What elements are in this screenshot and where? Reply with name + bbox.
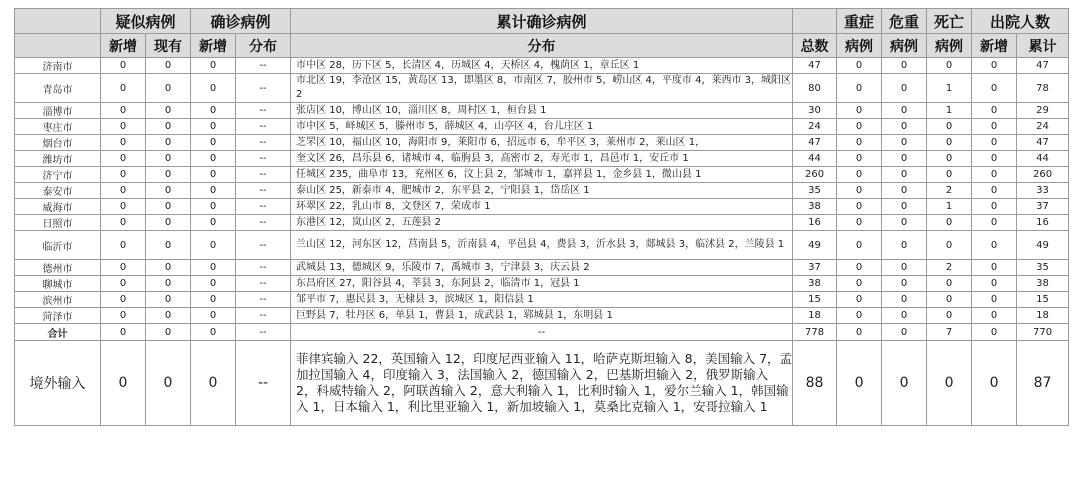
death-cell: 0	[927, 308, 972, 324]
city-cell: 合计	[15, 324, 101, 341]
death-cell: 2	[927, 183, 972, 199]
severe-cell: 0	[837, 292, 882, 308]
death-cell: 0	[927, 276, 972, 292]
subheader-total: 总数	[793, 34, 837, 58]
discharged-new-cell: 0	[972, 341, 1017, 426]
suspected-current-cell: 0	[146, 74, 191, 103]
table-row	[15, 308, 1069, 324]
header-death: 死亡	[927, 9, 972, 34]
subheader-critical-cases: 病例	[882, 34, 927, 58]
death-cell: 0	[927, 167, 972, 183]
severe-cell: 0	[837, 74, 882, 103]
critical-cell: 0	[882, 292, 927, 308]
discharged-new-cell: 0	[972, 151, 1017, 167]
discharged-total-cell: 33	[1017, 183, 1069, 199]
distribution-cell: 芝罘区 10，福山区 10，海阳市 9，莱阳市 6，招远市 6，牟平区 3，莱州市 2，莱山区 1，	[291, 135, 793, 151]
confirmed-distribution-cell: --	[236, 199, 291, 215]
confirmed-new-cell: 0	[191, 58, 236, 74]
city-cell: 日照市	[15, 215, 101, 231]
discharged-new-cell: 0	[972, 135, 1017, 151]
severe-cell: 0	[837, 167, 882, 183]
death-cell: 1	[927, 199, 972, 215]
table-row	[15, 135, 1069, 151]
discharged-total-cell: 16	[1017, 215, 1069, 231]
discharged-new-cell: 0	[972, 276, 1017, 292]
discharged-total-cell: 260	[1017, 167, 1069, 183]
suspected-current-cell: 0	[146, 183, 191, 199]
discharged-new-cell: 0	[972, 231, 1017, 260]
discharged-new-cell: 0	[972, 167, 1017, 183]
discharged-total-cell: 15	[1017, 292, 1069, 308]
confirmed-new-cell: 0	[191, 341, 236, 426]
confirmed-distribution-cell: --	[236, 324, 291, 341]
critical-cell: 0	[882, 167, 927, 183]
severe-cell: 0	[837, 260, 882, 276]
subheader-suspected-current: 现有	[146, 34, 191, 58]
total-cell: 47	[793, 135, 837, 151]
table-row	[15, 276, 1069, 292]
discharged-new-cell: 0	[972, 260, 1017, 276]
suspected-new-cell: 0	[101, 292, 146, 308]
confirmed-new-cell: 0	[191, 135, 236, 151]
distribution-cell: 任城区 235，曲阜市 13，兖州区 6，汶上县 2，邹城市 1，嘉祥县 1，金乡县 1，微山县 1	[291, 167, 793, 183]
city-cell: 淄博市	[15, 103, 101, 119]
table-row	[15, 103, 1069, 119]
critical-cell: 0	[882, 58, 927, 74]
total-cell: 30	[793, 103, 837, 119]
severe-cell: 0	[837, 183, 882, 199]
critical-cell: 0	[882, 74, 927, 103]
confirmed-distribution-cell: --	[236, 167, 291, 183]
city-cell: 德州市	[15, 260, 101, 276]
discharged-total-cell: 47	[1017, 58, 1069, 74]
suspected-new-cell: 0	[101, 199, 146, 215]
confirmed-new-cell: 0	[191, 231, 236, 260]
death-cell: 1	[927, 103, 972, 119]
confirmed-distribution-cell: --	[236, 74, 291, 103]
critical-cell: 0	[882, 199, 927, 215]
discharged-new-cell: 0	[972, 119, 1017, 135]
suspected-new-cell: 0	[101, 341, 146, 426]
confirmed-new-cell: 0	[191, 167, 236, 183]
subheader-death-cases: 病例	[927, 34, 972, 58]
suspected-new-cell: 0	[101, 74, 146, 103]
confirmed-distribution-cell: --	[236, 135, 291, 151]
distribution-cell: 市北区 19，李沧区 15，黄岛区 13，即墨区 8，市南区 7，胶州市 5，崂山区 4，平度市 4，莱西市 3，城阳区 2	[291, 74, 793, 103]
city-cell: 泰安市	[15, 183, 101, 199]
confirmed-new-cell: 0	[191, 324, 236, 341]
header-severe: 重症	[837, 9, 882, 34]
critical-cell: 0	[882, 231, 927, 260]
city-cell: 临沂市	[15, 231, 101, 260]
critical-cell: 0	[882, 324, 927, 341]
table-row	[15, 292, 1069, 308]
distribution-cell: 邹平市 7，惠民县 3，无棣县 3，滨城区 1，阳信县 1	[291, 292, 793, 308]
critical-cell: 0	[882, 215, 927, 231]
suspected-new-cell: 0	[101, 308, 146, 324]
confirmed-distribution-cell: --	[236, 151, 291, 167]
total-cell: 260	[793, 167, 837, 183]
severe-cell: 0	[837, 276, 882, 292]
discharged-total-cell: 18	[1017, 308, 1069, 324]
confirmed-new-cell: 0	[191, 292, 236, 308]
suspected-current-cell: 0	[146, 260, 191, 276]
subheader-confirmed-distribution: 分布	[236, 34, 291, 58]
suspected-new-cell: 0	[101, 276, 146, 292]
confirmed-new-cell: 0	[191, 74, 236, 103]
city-cell: 潍坊市	[15, 151, 101, 167]
table-row	[15, 74, 1069, 103]
total-cell: 24	[793, 119, 837, 135]
critical-cell: 0	[882, 183, 927, 199]
suspected-new-cell: 0	[101, 167, 146, 183]
table-row	[15, 231, 1069, 260]
confirmed-distribution-cell: --	[236, 119, 291, 135]
header-suspected: 疑似病例	[101, 9, 191, 34]
critical-cell: 0	[882, 103, 927, 119]
subheader-discharged-new: 新增	[972, 34, 1017, 58]
discharged-new-cell: 0	[972, 199, 1017, 215]
death-cell: 0	[927, 119, 972, 135]
header-confirmed: 确诊病例	[191, 9, 291, 34]
confirmed-new-cell: 0	[191, 260, 236, 276]
critical-cell: 0	[882, 119, 927, 135]
suspected-current-cell: 0	[146, 135, 191, 151]
suspected-current-cell: 0	[146, 151, 191, 167]
discharged-new-cell: 0	[972, 308, 1017, 324]
suspected-current-cell: 0	[146, 276, 191, 292]
total-cell: 35	[793, 183, 837, 199]
confirmed-distribution-cell: --	[236, 260, 291, 276]
suspected-current-cell: 0	[146, 292, 191, 308]
critical-cell: 0	[882, 135, 927, 151]
total-cell: 44	[793, 151, 837, 167]
confirmed-new-cell: 0	[191, 119, 236, 135]
discharged-total-cell: 35	[1017, 260, 1069, 276]
critical-cell: 0	[882, 308, 927, 324]
suspected-current-cell: 0	[146, 58, 191, 74]
total-cell: 47	[793, 58, 837, 74]
suspected-new-cell: 0	[101, 135, 146, 151]
confirmed-new-cell: 0	[191, 199, 236, 215]
severe-cell: 0	[837, 199, 882, 215]
suspected-new-cell: 0	[101, 103, 146, 119]
severe-cell: 0	[837, 215, 882, 231]
distribution-cell: 东港区 12，岚山区 2，五莲县 2	[291, 215, 793, 231]
suspected-new-cell: 0	[101, 215, 146, 231]
city-cell: 境外输入	[15, 341, 101, 426]
suspected-current-cell: 0	[146, 103, 191, 119]
distribution-cell: 兰山区 12，河东区 12，莒南县 5，沂南县 4，平邑县 4，费县 3，沂水县 3，郯城县 3，临沭县 2，兰陵县 1	[291, 231, 793, 260]
death-cell: 7	[927, 324, 972, 341]
suspected-current-cell: 0	[146, 324, 191, 341]
city-cell: 菏泽市	[15, 308, 101, 324]
suspected-new-cell: 0	[101, 260, 146, 276]
table-row	[15, 199, 1069, 215]
total-cell: 778	[793, 324, 837, 341]
distribution-cell: 环翠区 22，乳山市 8，文登区 7，荣成市 1	[291, 199, 793, 215]
city-cell: 滨州市	[15, 292, 101, 308]
death-cell: 0	[927, 215, 972, 231]
city-cell: 青岛市	[15, 74, 101, 103]
critical-cell: 0	[882, 341, 927, 426]
table-row	[15, 58, 1069, 74]
confirmed-distribution-cell: --	[236, 276, 291, 292]
distribution-cell: 东昌府区 27，阳谷县 4，莘县 3，东阿县 2，临清市 1，冠县 1	[291, 276, 793, 292]
death-cell: 0	[927, 341, 972, 426]
total-cell: 15	[793, 292, 837, 308]
suspected-new-cell: 0	[101, 183, 146, 199]
total-cell: 88	[793, 341, 837, 426]
distribution-cell: 市中区 28，历下区 5，长清区 4，历城区 4，天桥区 4，槐荫区 1，章丘区 1	[291, 58, 793, 74]
discharged-new-cell: 0	[972, 292, 1017, 308]
city-cell: 烟台市	[15, 135, 101, 151]
death-cell: 1	[927, 74, 972, 103]
discharged-new-cell: 0	[972, 58, 1017, 74]
city-cell: 枣庄市	[15, 119, 101, 135]
confirmed-new-cell: 0	[191, 183, 236, 199]
subheader-severe-cases: 病例	[837, 34, 882, 58]
discharged-new-cell: 0	[972, 324, 1017, 341]
confirmed-new-cell: 0	[191, 103, 236, 119]
suspected-current-cell: 0	[146, 167, 191, 183]
discharged-total-cell: 38	[1017, 276, 1069, 292]
city-cell: 威海市	[15, 199, 101, 215]
discharged-total-cell: 47	[1017, 135, 1069, 151]
suspected-current-cell: 0	[146, 199, 191, 215]
city-cell: 济宁市	[15, 167, 101, 183]
severe-cell: 0	[837, 58, 882, 74]
total-cell: 38	[793, 199, 837, 215]
discharged-total-cell: 29	[1017, 103, 1069, 119]
discharged-total-cell: 49	[1017, 231, 1069, 260]
city-cell: 聊城市	[15, 276, 101, 292]
confirmed-distribution-cell: --	[236, 231, 291, 260]
distribution-cell: 泰山区 25，新泰市 4，肥城市 2，东平县 2，宁阳县 1，岱岳区 1	[291, 183, 793, 199]
table-row	[15, 119, 1069, 135]
header-cumulative: 累计确诊病例	[291, 9, 793, 34]
severe-cell: 0	[837, 308, 882, 324]
suspected-new-cell: 0	[101, 231, 146, 260]
subheader-discharged-total: 累计	[1017, 34, 1069, 58]
confirmed-distribution-cell: --	[236, 308, 291, 324]
total-cell: 49	[793, 231, 837, 260]
header-critical: 危重	[882, 9, 927, 34]
subheader-suspected-new: 新增	[101, 34, 146, 58]
severe-cell: 0	[837, 324, 882, 341]
death-cell: 0	[927, 292, 972, 308]
severe-cell: 0	[837, 151, 882, 167]
table-row	[15, 324, 1069, 341]
discharged-new-cell: 0	[972, 74, 1017, 103]
discharged-total-cell: 37	[1017, 199, 1069, 215]
table-row	[15, 151, 1069, 167]
severe-cell: 0	[837, 103, 882, 119]
suspected-current-cell: 0	[146, 231, 191, 260]
distribution-cell: 菲律宾输入 22，英国输入 12，印度尼西亚输入 11，哈萨克斯坦输入 8，美国输入 7，孟加拉国输入 4，印度输入 3，法国输入 2，德国输入 2，巴基斯坦输入 2，俄罗斯输入 2，科威特输入 2，阿联酋输入 2，意大利输入 1，比利时输入 1，爱尔兰输入 1，韩国输入 1，日本输入 1，利比里亚输入 1，新加坡输入 1，莫桑比克输入 1，安哥拉输入 1	[291, 341, 793, 426]
suspected-current-cell: 0	[146, 341, 191, 426]
header-cumulative-blank	[793, 9, 837, 34]
table-row	[15, 341, 1069, 426]
header-blank	[15, 9, 101, 34]
total-cell: 38	[793, 276, 837, 292]
header-discharged: 出院人数	[972, 9, 1069, 34]
covid-stats-table	[14, 8, 1069, 426]
death-cell: 0	[927, 151, 972, 167]
table-row	[15, 167, 1069, 183]
discharged-total-cell: 24	[1017, 119, 1069, 135]
discharged-new-cell: 0	[972, 215, 1017, 231]
suspected-new-cell: 0	[101, 58, 146, 74]
subheader-blank	[15, 34, 101, 58]
suspected-current-cell: 0	[146, 308, 191, 324]
subheader-cumulative-distribution: 分布	[291, 34, 793, 58]
discharged-total-cell: 44	[1017, 151, 1069, 167]
total-cell: 18	[793, 308, 837, 324]
confirmed-distribution-cell: --	[236, 58, 291, 74]
confirmed-distribution-cell: --	[236, 103, 291, 119]
confirmed-new-cell: 0	[191, 151, 236, 167]
severe-cell: 0	[837, 119, 882, 135]
total-cell: 80	[793, 74, 837, 103]
table-row	[15, 183, 1069, 199]
confirmed-distribution-cell: --	[236, 183, 291, 199]
discharged-total-cell: 78	[1017, 74, 1069, 103]
severe-cell: 0	[837, 341, 882, 426]
table-row	[15, 215, 1069, 231]
confirmed-new-cell: 0	[191, 308, 236, 324]
critical-cell: 0	[882, 260, 927, 276]
suspected-current-cell: 0	[146, 215, 191, 231]
confirmed-distribution-cell: --	[236, 215, 291, 231]
city-cell: 济南市	[15, 58, 101, 74]
confirmed-distribution-cell: --	[236, 292, 291, 308]
discharged-total-cell: 770	[1017, 324, 1069, 341]
death-cell: 2	[927, 260, 972, 276]
distribution-cell: 武城县 13，德城区 9，乐陵市 7，禹城市 3，宁津县 3，庆云县 2	[291, 260, 793, 276]
discharged-new-cell: 0	[972, 103, 1017, 119]
confirmed-new-cell: 0	[191, 215, 236, 231]
critical-cell: 0	[882, 151, 927, 167]
distribution-cell: 巨野县 7，牡丹区 6，单县 1，曹县 1，成武县 1，郓城县 1，东明县 1	[291, 308, 793, 324]
table-row	[15, 260, 1069, 276]
death-cell: 0	[927, 135, 972, 151]
distribution-cell: 市中区 5，峄城区 5，滕州市 5，薛城区 4，山亭区 4，台儿庄区 1	[291, 119, 793, 135]
distribution-cell: --	[291, 324, 793, 341]
suspected-new-cell: 0	[101, 151, 146, 167]
distribution-cell: 奎文区 26，昌乐县 6，诸城市 4，临朐县 3，高密市 2，寿光市 1，昌邑市 1，安丘市 1	[291, 151, 793, 167]
death-cell: 0	[927, 58, 972, 74]
total-cell: 16	[793, 215, 837, 231]
total-cell: 37	[793, 260, 837, 276]
discharged-total-cell: 87	[1017, 341, 1069, 426]
discharged-new-cell: 0	[972, 183, 1017, 199]
severe-cell: 0	[837, 135, 882, 151]
suspected-new-cell: 0	[101, 119, 146, 135]
severe-cell: 0	[837, 231, 882, 260]
death-cell: 0	[927, 231, 972, 260]
distribution-cell: 张店区 10，博山区 10，淄川区 8，周村区 1，桓台县 1	[291, 103, 793, 119]
suspected-new-cell: 0	[101, 324, 146, 341]
subheader-confirmed-new: 新增	[191, 34, 236, 58]
confirmed-distribution-cell: --	[236, 341, 291, 426]
critical-cell: 0	[882, 276, 927, 292]
suspected-current-cell: 0	[146, 119, 191, 135]
confirmed-new-cell: 0	[191, 276, 236, 292]
